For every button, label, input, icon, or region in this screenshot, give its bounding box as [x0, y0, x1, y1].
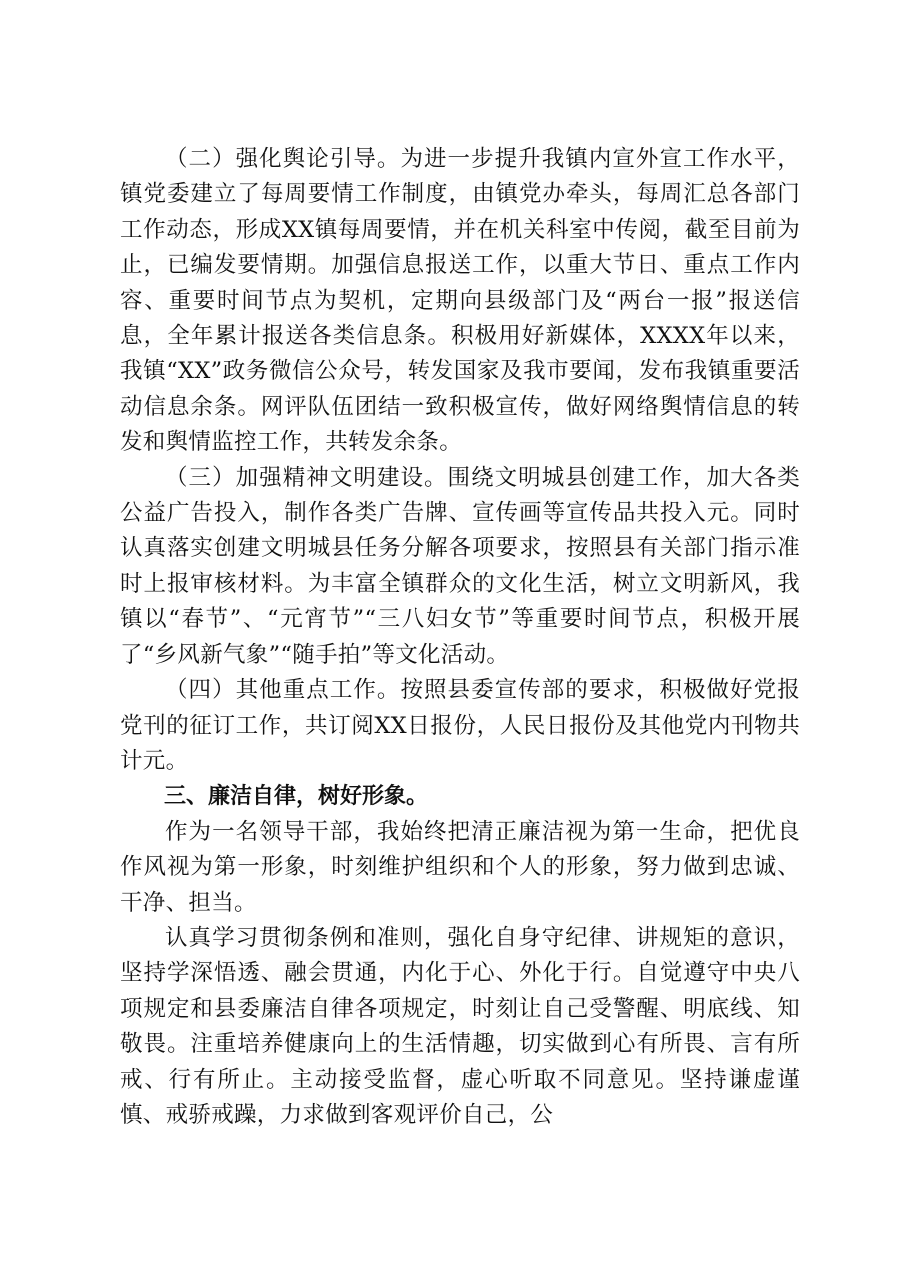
paragraph-other-key-work: （四）其他重点工作。按照县委宣传部的要求，积极做好党报党刊的征订工作，共订阅XX日报份，人民日报份及其他党内刊物共计元。: [120, 677, 800, 774]
document-body: [120, 142, 800, 1133]
paragraph-spiritual-civilization: （三）加强精神文明建设。围绕文明城县创建工作，加大各类公益广告投入，制作各类广告牌、宣传画等宣传品共投入元。同时认真落实创建文明城县任务分解各项要求，按照县有关部门指示准时上报审核材料。为丰富全镇群众的文化生活，树立文明新风，我镇以“春节”、“元宵节”“三八妇女节”等重要时间节点，积极开展了“乡风新气象”“随手拍”等文化活动。: [120, 464, 800, 668]
paragraph-integrity-details: 认真学习贯彻条例和准则，强化自身守纪律、讲规矩的意识，坚持学深悟透、融会贯通，内化于心、外化于行。自觉遵守中央八项规定和县委廉洁自律各项规定，时刻让自己受警醒、明底线、知敬畏。注重培养健康向上的生活情趣，切实做到心有所畏、言有所戒、行有所止。主动接受监督，虚心听取不同意见。坚持谦虚谨慎、戒骄戒躁，力求做到客观评价自己，公: [120, 924, 800, 1128]
section-heading-integrity: 三、廉洁自律，树好形象。: [164, 784, 429, 810]
paragraph-integrity-intro: 作为一名领导干部，我始终把清正廉洁视为第一生命，把优良作风视为第一形象，时刻维护组织和个人的形象，努力做到忠诚、干净、担当。: [120, 818, 800, 916]
paragraph-strengthen-public-opinion: （二）强化舆论引导。为进一步提升我镇内宣外宣工作水平，镇党委建立了每周要情工作制度，由镇党办牵头，每周汇总各部门工作动态，形成XX镇每周要情，并在机关科室中传阅，截至目前为止，已编发要情期。加强信息报送工作，以重大节日、重点工作内容、重要时间节点为契机，定期向县级部门及“两台一报”报送信息，全年累计报送各类信息条。积极用好新媒体，XXXX年以来，我镇“XX”政务微信公众号，转发国家及我市要闻，发布我镇重要活动信息余条。网评队伍团结一致积极宣传，做好网络舆情信息的转发和舆情监控工作，共转发余条。: [120, 146, 800, 456]
